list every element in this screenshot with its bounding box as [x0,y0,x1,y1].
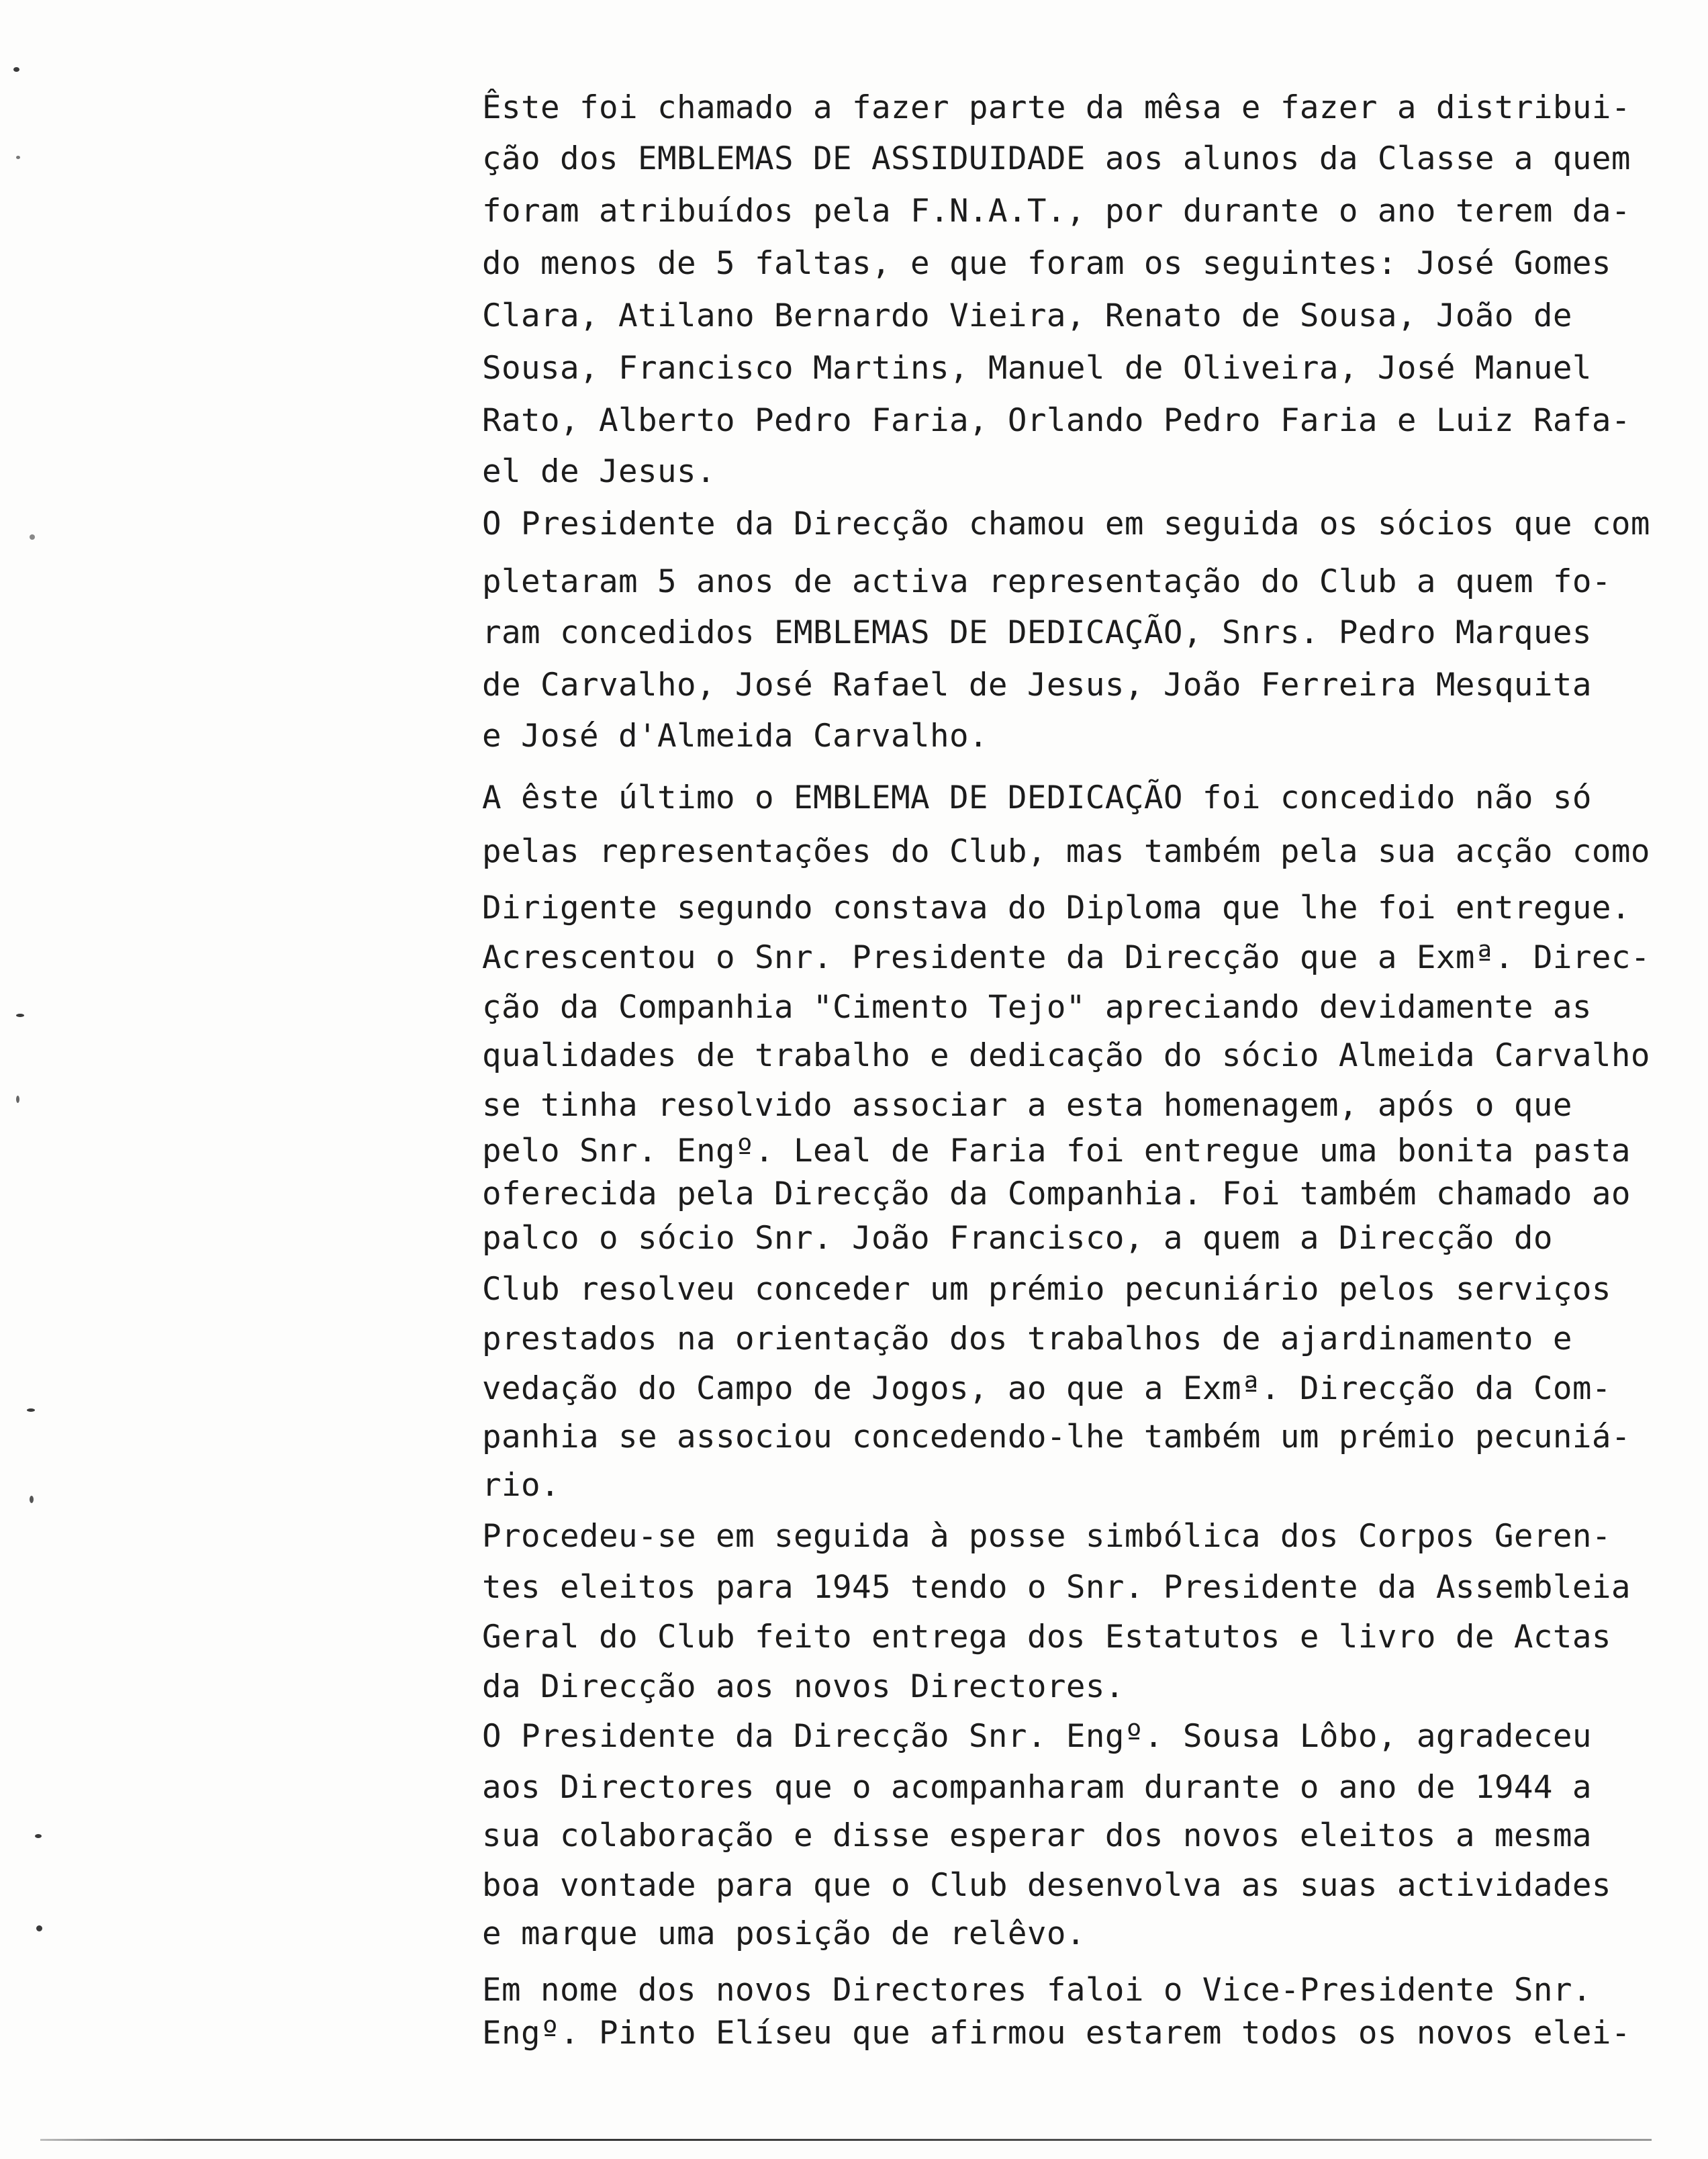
text-line: qualidades de trabalho e dedicação do sócio Almeida Carvalho [482,1037,1650,1074]
text-line: Engº. Pinto Elíseu que afirmou estarem todos os novos elei- [482,2015,1631,2052]
text-line: pelas representações do Club, mas também pela sua acção como [482,833,1650,870]
text-line: e marque uma posição de relêvo. [482,1915,1086,1952]
text-line: se tinha resolvido associar a esta homenagem, após o que [482,1087,1572,1124]
text-line: da Direcção aos novos Directores. [482,1668,1125,1705]
text-line: Acrescentou o Snr. Presidente da Direcção que a Exmª. Direc- [482,939,1650,976]
text-line: O Presidente da Direcção chamou em seguida os sócios que com [482,506,1650,542]
text-line: Procedeu-se em seguida à posse simbólica dos Corpos Geren- [482,1518,1611,1555]
text-line: pelo Snr. Engº. Leal de Faria foi entregue uma bonita pasta [482,1133,1631,1169]
text-line: boa vontade para que o Club desenvolva as suas actividades [482,1867,1611,1904]
text-line: prestados na orientação dos trabalhos de ajardinamento e [482,1321,1572,1357]
text-line: Club resolveu conceder um prémio pecuniário pelos serviços [482,1271,1611,1308]
text-line: vedação do Campo de Jogos, ao que a Exmª. Direcção da Com- [482,1370,1611,1407]
bottom-rule [40,2139,1652,2141]
text-line: pletaram 5 anos de activa representação do Club a quem fo- [482,563,1611,600]
text-line: ção da Companhia "Cimento Tejo" apreciando devidamente as [482,989,1592,1026]
text-line: palco o sócio Snr. João Francisco, a quem a Direcção do [482,1220,1553,1257]
text-line: e José d'Almeida Carvalho. [482,718,988,755]
text-line: de Carvalho, José Rafael de Jesus, João Ferreira Mesquita [482,667,1592,704]
text-line: ram concedidos EMBLEMAS DE DEDICAÇÃO, Snrs. Pedro Marques [482,614,1592,651]
text-line: panhia se associou concedendo-lhe também um prémio pecuniá- [482,1419,1631,1455]
text-line: Sousa, Francisco Martins, Manuel de Oliveira, José Manuel [482,350,1592,387]
text-line: el de Jesus. [482,453,716,490]
text-line: oferecida pela Direcção da Companhia. Foi também chamado ao [482,1176,1631,1212]
text-line: Rato, Alberto Pedro Faria, Orlando Pedro Faria e Luiz Rafa- [482,402,1631,439]
text-line: Clara, Atilano Bernardo Vieira, Renato de Sousa, João de [482,297,1572,334]
text-line: A êste último o EMBLEMA DE DEDICAÇÃO foi concedido não só [482,779,1592,816]
text-line: rio. [482,1467,560,1504]
text-line: sua colaboração e disse esperar dos novos eleitos a mesma [482,1817,1592,1854]
text-line: Em nome dos novos Directores faloi o Vice-Presidente Snr. [482,1972,1592,2009]
text-line: tes eleitos para 1945 tendo o Snr. Presidente da Assembleia [482,1569,1631,1606]
text-line: foram atribuídos pela F.N.A.T., por durante o ano terem da- [482,193,1631,230]
text-line: Geral do Club feito entrega dos Estatutos e livro de Actas [482,1619,1611,1656]
text-line: Dirigente segundo constava do Diploma que lhe foi entregue. [482,890,1631,926]
text-line: ção dos EMBLEMAS DE ASSIDUIDADE aos alunos da Classe a quem [482,140,1631,177]
text-line: O Presidente da Direcção Snr. Engº. Sousa Lôbo, agradeceu [482,1718,1592,1755]
text-line: Êste foi chamado a fazer parte da mêsa e fazer a distribui- [482,89,1631,126]
text-line: do menos de 5 faltas, e que foram os seguintes: José Gomes [482,245,1611,282]
text-line: aos Directores que o acompanharam durante o ano de 1944 a [482,1769,1592,1806]
